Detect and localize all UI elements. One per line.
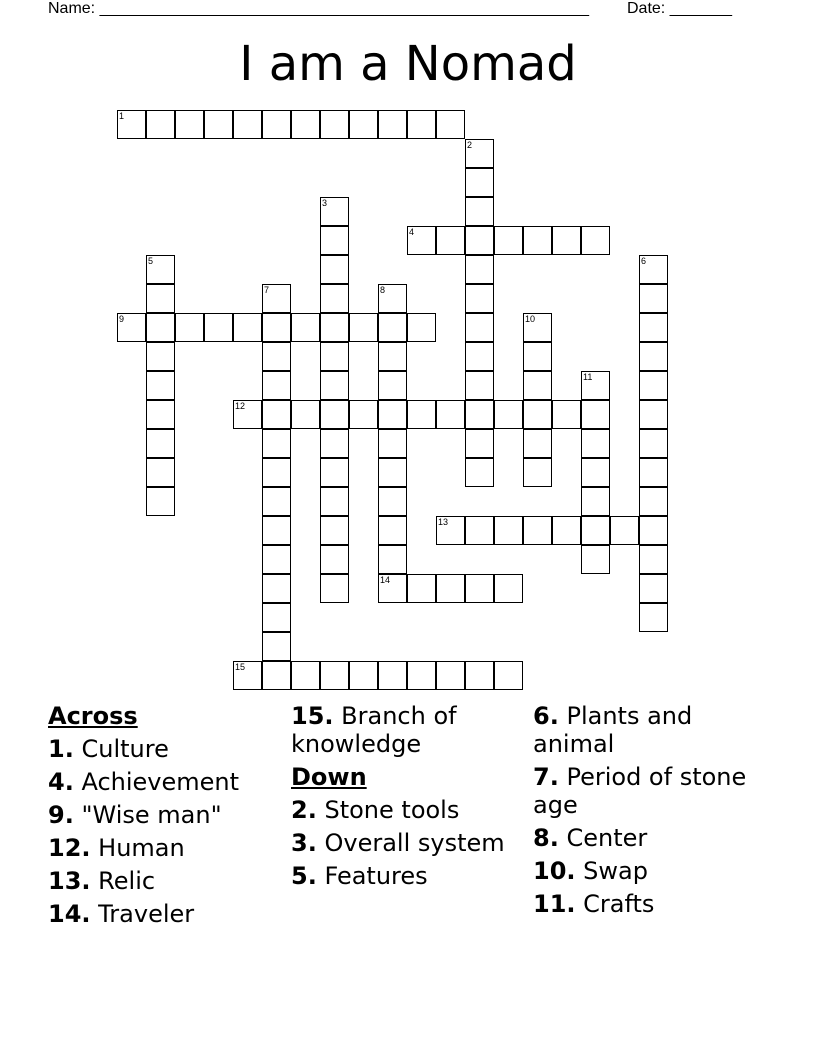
grid-cell[interactable] [465,313,494,342]
grid-cell[interactable] [262,313,291,342]
grid-cell[interactable] [146,487,175,516]
grid-cell[interactable] [146,400,175,429]
name-line: Name: _______________________________________________________ [48,0,589,17]
clue-number: 4. [48,768,74,796]
across-heading: Across [48,702,138,730]
clue-text: Achievement [81,768,240,796]
grid-cell[interactable] [146,458,175,487]
grid-cell[interactable] [117,110,146,139]
grid-cell[interactable] [465,284,494,313]
grid-cell[interactable] [320,342,349,371]
grid-cell[interactable] [639,603,668,632]
clue-text: Crafts [583,890,655,918]
grid-cell[interactable] [262,516,291,545]
grid-cell[interactable] [233,110,262,139]
grid-cell[interactable] [378,342,407,371]
grid-cell[interactable] [436,574,465,603]
grid-cell[interactable] [610,516,639,545]
clue-number: 11. [533,890,576,918]
cell-number: 13 [438,517,449,527]
grid-cell[interactable] [494,226,523,255]
clue-text: Stone tools [324,796,460,824]
grid-cell[interactable] [523,226,552,255]
grid-cell[interactable] [262,429,291,458]
clue-down-8 [533,824,773,852]
clue-number: 15. [291,702,334,730]
grid-cell[interactable] [639,429,668,458]
puzzle-title: I am a Nomad [239,36,577,92]
grid-cell[interactable] [291,313,320,342]
grid-cell[interactable] [233,661,262,690]
grid-cell[interactable] [262,661,291,690]
clue-number: 9. [48,801,74,829]
cell-number: 9 [119,314,125,324]
clue-number: 3. [291,829,317,857]
grid-cell[interactable] [320,458,349,487]
clue-column-3 [533,702,773,923]
grid-cell[interactable] [494,574,523,603]
grid-cell[interactable] [407,661,436,690]
grid-cell[interactable] [378,371,407,400]
grid-cell[interactable] [494,661,523,690]
grid-cell[interactable] [552,400,581,429]
clue-down-11 [533,890,773,918]
grid-cell[interactable] [581,371,610,400]
cell-number: 4 [409,227,415,237]
grid-cell[interactable] [349,400,378,429]
grid-cell[interactable] [465,458,494,487]
grid-cell[interactable] [407,400,436,429]
clue-text: Features [324,862,428,890]
grid-cell[interactable] [320,429,349,458]
clue-across-9 [48,801,288,829]
cell-number: 7 [264,285,270,295]
grid-cell[interactable] [378,313,407,342]
grid-cell[interactable] [494,516,523,545]
clue-text: Branch of knowledge [291,702,457,758]
grid-cell[interactable] [262,400,291,429]
grid-cell[interactable] [581,400,610,429]
grid-cell[interactable] [581,516,610,545]
grid-cell[interactable] [262,284,291,313]
clue-down-10 [533,857,773,885]
clue-number: 8. [533,824,559,852]
grid-cell[interactable] [639,574,668,603]
grid-cell[interactable] [146,313,175,342]
grid-cell[interactable] [262,574,291,603]
clue-across-15 [291,702,531,758]
grid-cell[interactable] [175,313,204,342]
grid-cell[interactable] [465,661,494,690]
grid-cell[interactable] [320,284,349,313]
grid-cell[interactable] [639,342,668,371]
grid-cell[interactable] [523,516,552,545]
grid-cell[interactable] [639,487,668,516]
grid-cell[interactable] [494,400,523,429]
grid-cell[interactable] [233,313,262,342]
clue-number: 7. [533,763,559,791]
grid-cell[interactable] [291,110,320,139]
grid-cell[interactable] [465,400,494,429]
grid-cell[interactable] [146,429,175,458]
grid-cell[interactable] [204,110,233,139]
grid-cell[interactable] [262,110,291,139]
clue-number: 12. [48,834,91,862]
grid-cell[interactable] [523,371,552,400]
grid-cell[interactable] [320,226,349,255]
grid-cell[interactable] [262,632,291,661]
grid-cell[interactable] [117,313,146,342]
grid-cell[interactable] [146,284,175,313]
grid-cell[interactable] [465,255,494,284]
grid-cell[interactable] [465,226,494,255]
clue-across-12 [48,834,288,862]
clue-number: 13. [48,867,91,895]
grid-cell[interactable] [639,284,668,313]
grid-cell[interactable] [581,487,610,516]
grid-cell[interactable] [465,168,494,197]
grid-cell[interactable] [291,661,320,690]
grid-cell[interactable] [378,661,407,690]
grid-cell[interactable] [639,313,668,342]
clue-down-6 [533,702,773,758]
grid-cell[interactable] [639,545,668,574]
cell-number: 11 [583,372,593,382]
grid-cell[interactable] [320,197,349,226]
grid-cell[interactable] [523,400,552,429]
cell-number: 2 [467,140,473,150]
grid-cell[interactable] [378,400,407,429]
grid-cell[interactable] [320,545,349,574]
clue-text: Center [566,824,648,852]
grid-cell[interactable] [407,574,436,603]
grid-cell[interactable] [523,313,552,342]
grid-cell[interactable] [262,603,291,632]
grid-cell[interactable] [581,458,610,487]
grid-cell[interactable] [320,400,349,429]
grid-cell[interactable] [639,400,668,429]
grid-cell[interactable] [552,516,581,545]
cell-number: 3 [322,198,328,208]
clue-down-3 [291,829,531,857]
grid-cell[interactable] [378,487,407,516]
clue-column-1 [48,702,288,933]
grid-cell[interactable] [436,661,465,690]
grid-cell[interactable] [320,516,349,545]
grid-cell[interactable] [262,342,291,371]
grid-cell[interactable] [407,226,436,255]
grid-cell[interactable] [639,255,668,284]
clue-text: Overall system [324,829,505,857]
clue-number: 1. [48,735,74,763]
clue-across-13 [48,867,288,895]
grid-cell[interactable] [378,545,407,574]
grid-cell[interactable] [407,110,436,139]
grid-cell[interactable] [465,429,494,458]
clue-down-2 [291,796,531,824]
grid-cell[interactable] [320,661,349,690]
grid-cell[interactable] [581,429,610,458]
grid-cell[interactable] [436,400,465,429]
clue-across-1 [48,735,288,763]
grid-cell[interactable] [262,487,291,516]
clue-down-5 [291,862,531,890]
grid-cell[interactable] [639,371,668,400]
grid-cell[interactable] [523,342,552,371]
grid-cell[interactable] [639,458,668,487]
grid-cell[interactable] [378,574,407,603]
grid-cell[interactable] [465,516,494,545]
grid-cell[interactable] [436,516,465,545]
grid-cell[interactable] [465,371,494,400]
grid-cell[interactable] [146,110,175,139]
grid-cell[interactable] [407,313,436,342]
cell-number: 14 [380,575,391,585]
grid-cell[interactable] [378,429,407,458]
grid-cell[interactable] [465,574,494,603]
grid-cell[interactable] [262,545,291,574]
grid-cell[interactable] [581,226,610,255]
grid-cell[interactable] [436,226,465,255]
grid-cell[interactable] [320,574,349,603]
date-line: Date: _______ [627,0,732,17]
grid-cell[interactable] [320,371,349,400]
grid-cell[interactable] [378,110,407,139]
clue-text: Period of stone age [533,763,747,819]
grid-cell[interactable] [465,139,494,168]
grid-cell[interactable] [146,255,175,284]
grid-cell[interactable] [523,458,552,487]
cell-number: 1 [119,111,125,121]
grid-cell[interactable] [378,458,407,487]
clue-down-7 [533,763,773,819]
grid-cell[interactable] [378,516,407,545]
grid-cell[interactable] [349,313,378,342]
grid-cell[interactable] [146,371,175,400]
down-heading: Down [291,763,367,791]
clue-text: Plants and animal [533,702,693,758]
cell-number: 12 [235,401,246,411]
grid-cell[interactable] [349,110,378,139]
cell-number: 10 [525,314,536,324]
grid-cell[interactable] [320,110,349,139]
clue-text: "Wise man" [81,801,222,829]
clue-text: Swap [583,857,648,885]
clue-text: Relic [98,867,156,895]
grid-cell[interactable] [291,400,320,429]
clue-number: 6. [533,702,559,730]
grid-cell[interactable] [465,197,494,226]
grid-cell[interactable] [465,342,494,371]
grid-cell[interactable] [552,226,581,255]
grid-cell[interactable] [320,487,349,516]
clue-across-14 [48,900,288,928]
cell-number: 8 [380,285,386,295]
clue-column-2 [291,702,531,895]
cell-number: 5 [148,256,154,266]
grid-cell[interactable] [349,661,378,690]
clue-number: 14. [48,900,91,928]
clue-number: 2. [291,796,317,824]
cell-number: 15 [235,662,246,672]
grid-cell[interactable] [378,284,407,313]
grid-cell[interactable] [523,429,552,458]
grid-cell[interactable] [233,400,262,429]
clue-number: 10. [533,857,576,885]
cell-number: 6 [641,256,647,266]
grid-cell[interactable] [175,110,204,139]
clue-text: Traveler [98,900,195,928]
grid-cell[interactable] [262,371,291,400]
grid-cell[interactable] [320,255,349,284]
grid-cell[interactable] [320,313,349,342]
clue-text: Human [98,834,185,862]
grid-cell[interactable] [146,342,175,371]
grid-cell[interactable] [204,313,233,342]
grid-cell[interactable] [436,110,465,139]
grid-cell[interactable] [581,545,610,574]
clue-text: Culture [81,735,169,763]
clue-across-4 [48,768,288,796]
grid-cell[interactable] [639,516,668,545]
grid-cell[interactable] [262,458,291,487]
clue-number: 5. [291,862,317,890]
